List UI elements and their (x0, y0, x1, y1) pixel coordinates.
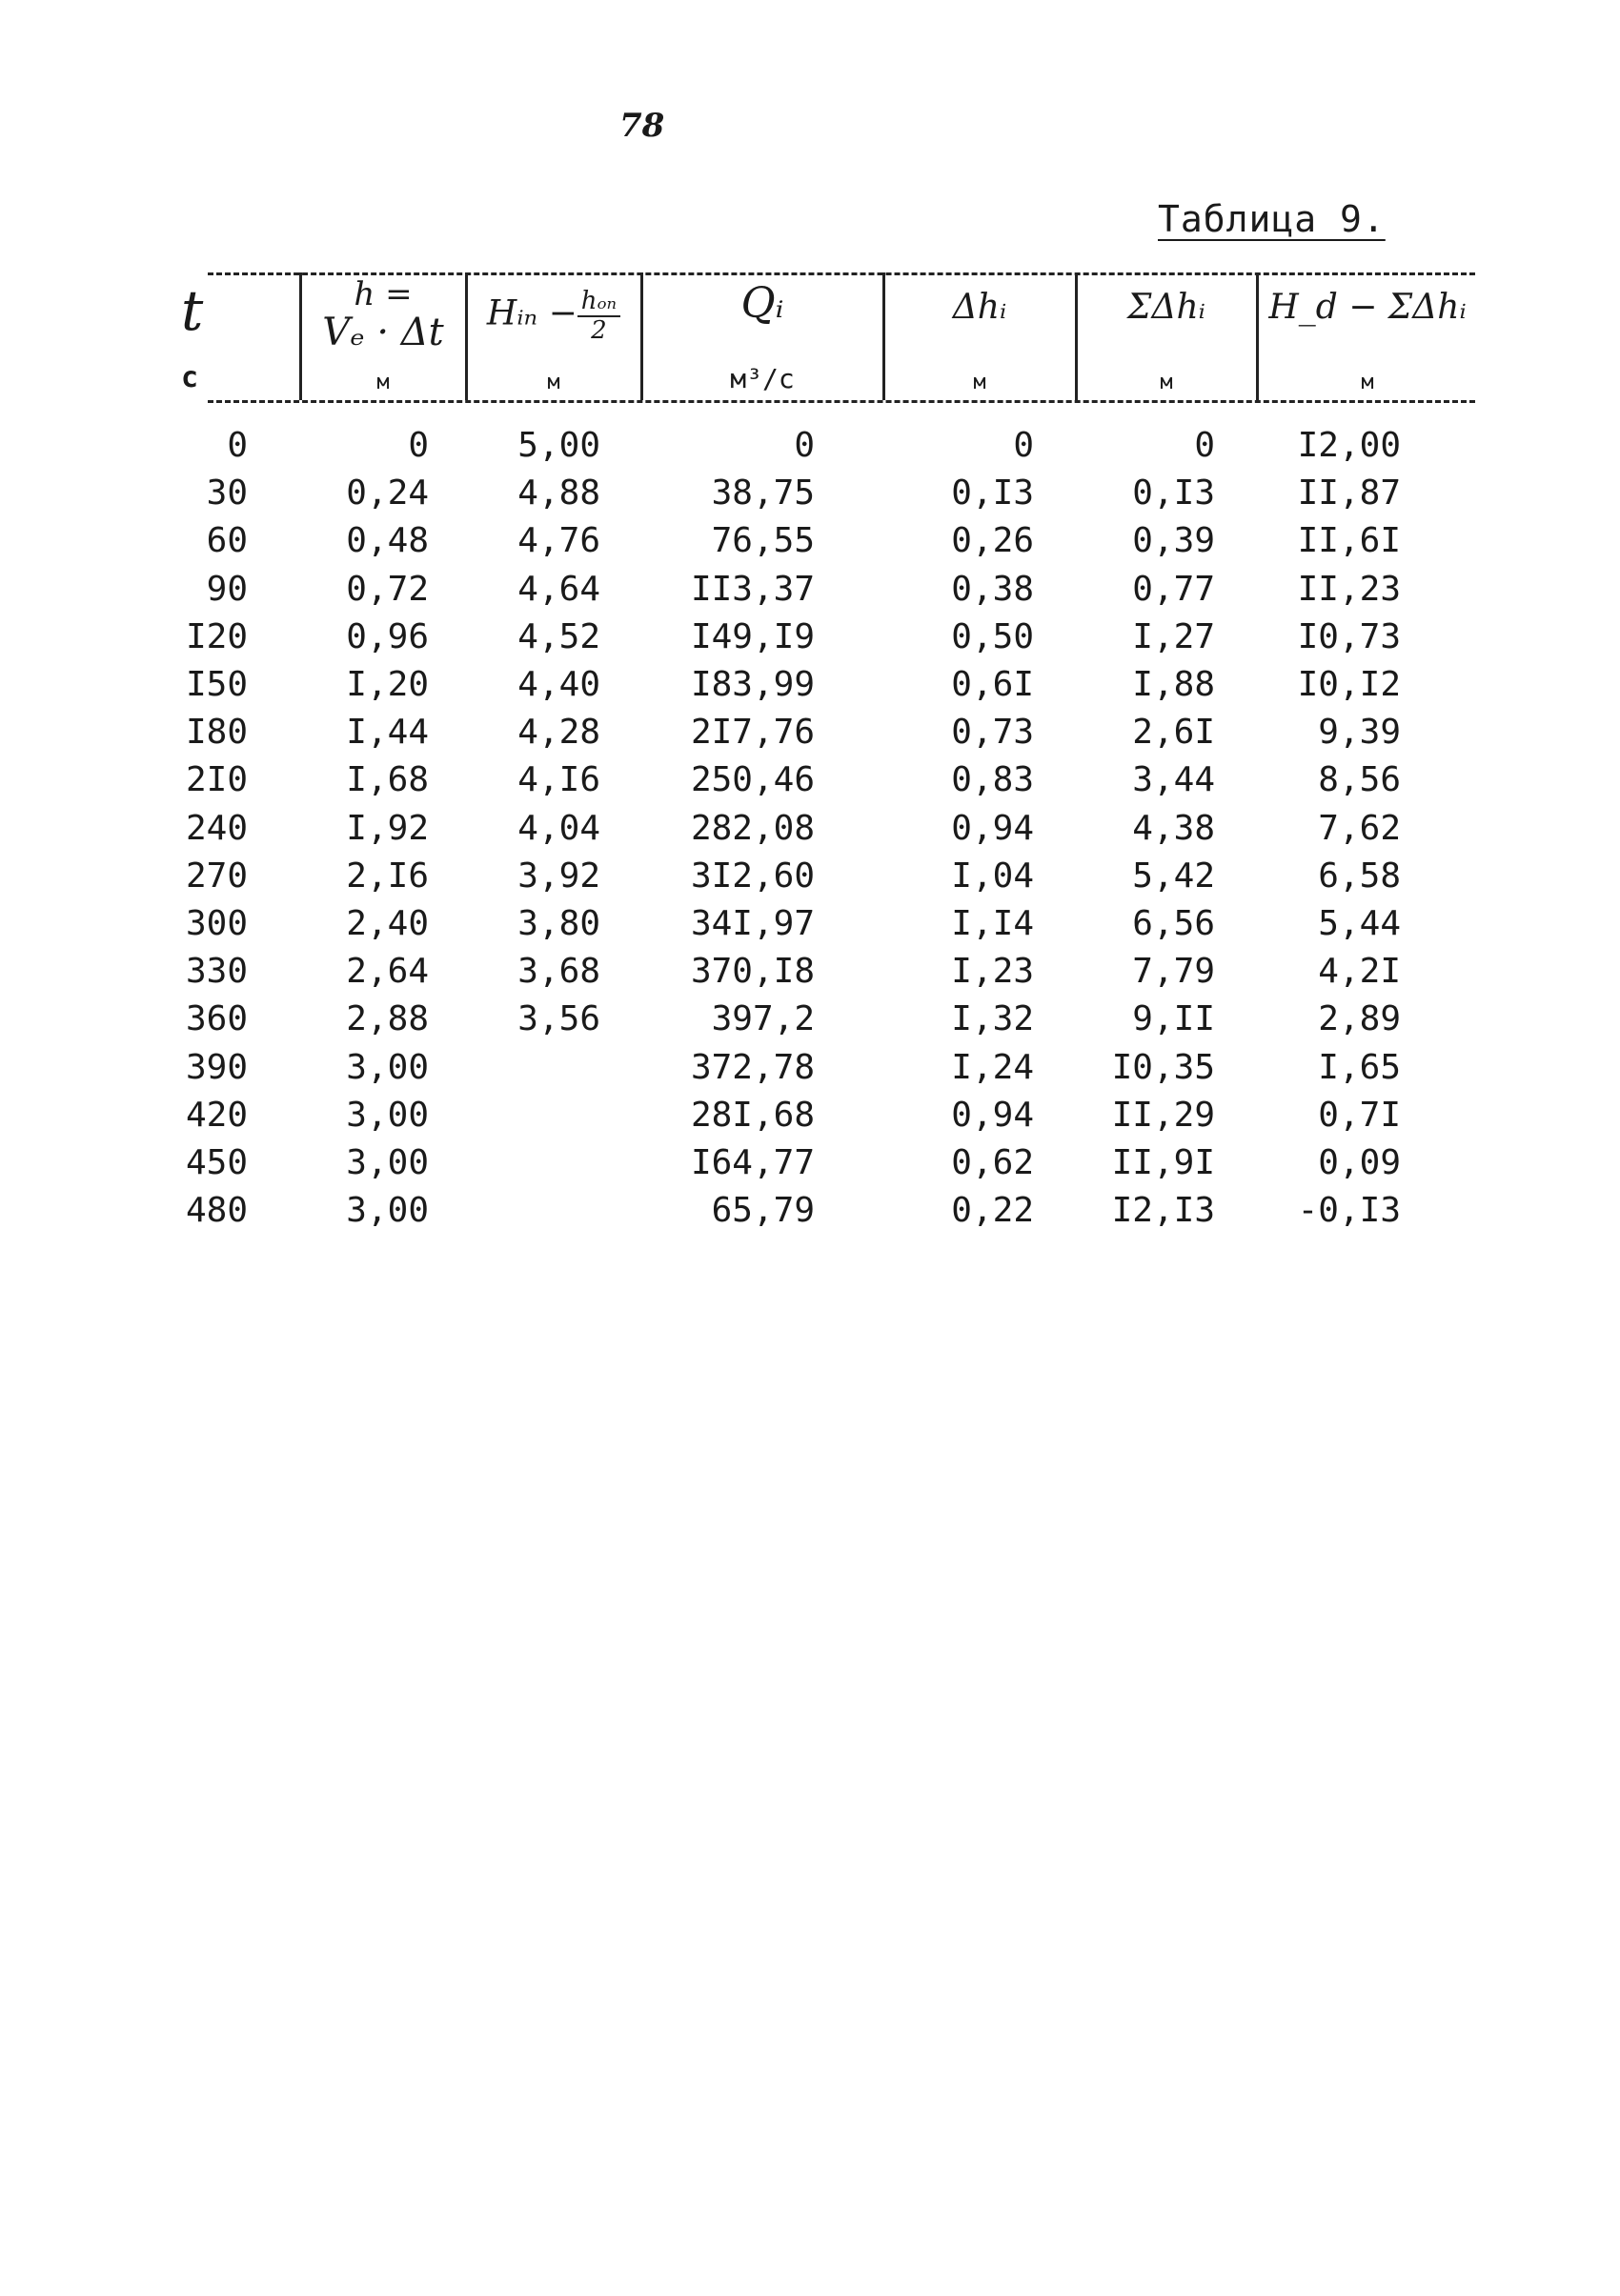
table-cell: 5,42 (1132, 856, 1215, 896)
table-cell: 7,62 (1318, 809, 1401, 848)
column-divider (1256, 272, 1259, 400)
table-cell: I0,I2 (1297, 665, 1401, 704)
table-cell: I80 (185, 713, 248, 752)
table-cell: 60 (206, 521, 248, 560)
fraction-denominator: 2 (591, 315, 607, 345)
table-cell: 0,94 (951, 809, 1034, 848)
table-cell: 370,I8 (690, 952, 815, 991)
header-symbol: Qᵢ (740, 279, 784, 328)
table-cell: 0 (794, 426, 815, 465)
table-cell: 4,38 (1132, 809, 1215, 848)
table-cell: I,I4 (951, 904, 1034, 943)
header-bottom-rule (208, 400, 1475, 403)
table-cell: 2,89 (1318, 999, 1401, 1038)
header-symbol: t (181, 278, 204, 343)
header-cell-dh (886, 276, 1073, 398)
table-cell: I83,99 (690, 665, 815, 704)
table-cell: 0 (1194, 426, 1215, 465)
table-cell: 0,09 (1318, 1143, 1401, 1182)
header-fraction (577, 288, 620, 344)
table-row (0, 996, 1620, 1043)
table-cell: I,68 (346, 760, 429, 799)
table-cell: 34I,97 (690, 904, 815, 943)
table-cell: 0 (227, 426, 248, 465)
column-divider (640, 272, 643, 400)
table-cell: 0,39 (1132, 521, 1215, 560)
table-cell: I,65 (1318, 1048, 1401, 1087)
table-cell: 0,26 (951, 521, 1034, 560)
table-cell: 30 (206, 473, 248, 513)
table-cell: I,44 (346, 713, 429, 752)
table-row (0, 948, 1620, 996)
table-row (0, 1139, 1620, 1187)
table-cell: I2,00 (1297, 426, 1401, 465)
table-cell: 76,55 (711, 521, 815, 560)
table-cell: 0 (1013, 426, 1034, 465)
table-row (0, 1187, 1620, 1235)
header-cell-q (644, 276, 881, 398)
table-cell: I20 (185, 617, 248, 656)
table-cell: I49,I9 (690, 617, 815, 656)
table-cell: 0,7I (1318, 1096, 1401, 1135)
table-cell: 0,62 (951, 1143, 1034, 1182)
table-cell: 9,39 (1318, 713, 1401, 752)
table-caption (1158, 198, 1386, 240)
table-cell: 7,79 (1132, 952, 1215, 991)
table-cell: I,04 (951, 856, 1034, 896)
header-cell-sum-dh (1079, 276, 1254, 398)
table-cell: 2,I6 (346, 856, 429, 896)
header-symbol: H_d − ΣΔhᵢ (1268, 288, 1467, 327)
table-row (0, 1092, 1620, 1139)
header-cell-h (303, 276, 463, 398)
table-cell: 3,56 (517, 999, 600, 1038)
column-divider (299, 272, 302, 400)
table-cell: 390 (185, 1048, 248, 1087)
header-symbol: Vₑ · Δt (322, 310, 444, 354)
table-cell: 3,00 (346, 1048, 429, 1087)
table-cell: 3,00 (346, 1191, 429, 1230)
table-cell: 4,04 (517, 809, 600, 848)
table-cell: 2I7,76 (690, 713, 815, 752)
table-cell: 250,46 (690, 760, 815, 799)
table-cell: 450 (185, 1143, 248, 1182)
table-cell: 90 (206, 570, 248, 609)
table-cell: 3,44 (1132, 760, 1215, 799)
table-row (0, 517, 1620, 565)
table-cell: 3,92 (517, 856, 600, 896)
table-cell: I,88 (1132, 665, 1215, 704)
table-cell: 270 (185, 856, 248, 896)
table-cell: 0,77 (1132, 570, 1215, 609)
table-cell: 0,73 (951, 713, 1034, 752)
table-cell: 240 (185, 809, 248, 848)
table-cell: 2,88 (346, 999, 429, 1038)
table-cell: II,6I (1297, 521, 1401, 560)
table-cell: II,9I (1111, 1143, 1215, 1182)
header-symbol: h = (354, 275, 413, 313)
table-cell: 0,50 (951, 617, 1034, 656)
table-cell: 6,58 (1318, 856, 1401, 896)
table-cell: 4,40 (517, 665, 600, 704)
table-cell: 8,56 (1318, 760, 1401, 799)
table-cell: 0,72 (346, 570, 429, 609)
table-cell: I50 (185, 665, 248, 704)
table-cell: 0,24 (346, 473, 429, 513)
table-row (0, 661, 1620, 709)
table-cell: 0,83 (951, 760, 1034, 799)
table-cell: 3,00 (346, 1143, 429, 1182)
table-cell: 4,2I (1318, 952, 1401, 991)
table-cell: I,32 (951, 999, 1034, 1038)
column-divider (882, 272, 885, 400)
table-cell: 0,38 (951, 570, 1034, 609)
table-cell: 282,08 (690, 809, 815, 848)
header-symbol: Hᵢₙ − (486, 293, 577, 333)
table-cell: 4,76 (517, 521, 600, 560)
table-row (0, 709, 1620, 756)
header-symbol: ΣΔhᵢ (1127, 288, 1205, 327)
table-cell: II,29 (1111, 1096, 1215, 1135)
header-unit: м (1361, 371, 1374, 394)
table-row (0, 470, 1620, 517)
table-cell: -0,I3 (1297, 1191, 1401, 1230)
table-cell: 2I0 (185, 760, 248, 799)
table-cell: I,27 (1132, 617, 1215, 656)
table-cell: 0 (408, 426, 429, 465)
table-cell: 0,48 (346, 521, 429, 560)
table-cell: I0,35 (1111, 1048, 1215, 1087)
header-symbol-group (469, 288, 638, 344)
table-cell: II,23 (1297, 570, 1401, 609)
table-cell: 3I2,60 (690, 856, 815, 896)
table-cell: 4,I6 (517, 760, 600, 799)
table-cell: 0,I3 (951, 473, 1034, 513)
table-cell: 360 (185, 999, 248, 1038)
table-row (0, 614, 1620, 661)
table-cell: 4,52 (517, 617, 600, 656)
table-row (0, 853, 1620, 900)
table-cell: 4,88 (517, 473, 600, 513)
table-row (0, 422, 1620, 470)
table-cell: I,20 (346, 665, 429, 704)
header-unit: м (376, 371, 390, 394)
table-cell: I2,I3 (1111, 1191, 1215, 1230)
table-cell: 9,II (1132, 999, 1215, 1038)
table-cell: I,23 (951, 952, 1034, 991)
table-row (0, 900, 1620, 948)
column-divider (465, 272, 468, 400)
header-unit: м (547, 371, 560, 394)
table-cell: 5,00 (517, 426, 600, 465)
table-cell: 0,94 (951, 1096, 1034, 1135)
table-cell: 0,I3 (1132, 473, 1215, 513)
table-cell: II3,37 (690, 570, 815, 609)
table-cell: 28I,68 (690, 1096, 815, 1135)
table-caption-text: Таблица 9. (1158, 198, 1386, 240)
header-symbol: Δhᵢ (952, 288, 1007, 327)
column-divider (1075, 272, 1078, 400)
table-cell: 5,44 (1318, 904, 1401, 943)
table-row (0, 756, 1620, 804)
table-cell: 38,75 (711, 473, 815, 513)
header-unit: м³/с (730, 363, 795, 394)
table-cell: 300 (185, 904, 248, 943)
header-cell-hd (1260, 276, 1475, 398)
table-cell: 3,68 (517, 952, 600, 991)
header-cell-hin (469, 276, 638, 398)
table-cell: 0,22 (951, 1191, 1034, 1230)
table-cell: 3,00 (346, 1096, 429, 1135)
page-number: 78 (619, 107, 665, 145)
table-cell: 6,56 (1132, 904, 1215, 943)
table-cell: 2,64 (346, 952, 429, 991)
table-cell: 3,80 (517, 904, 600, 943)
table-cell: 420 (185, 1096, 248, 1135)
table-row (0, 566, 1620, 614)
table-cell: 2,6I (1132, 713, 1215, 752)
header-cell-t (181, 276, 276, 398)
table-cell: 4,64 (517, 570, 600, 609)
header-unit: м (973, 371, 986, 394)
table-cell: I0,73 (1297, 617, 1401, 656)
fraction-numerator: hₒₙ (577, 288, 620, 317)
table-cell: 0,96 (346, 617, 429, 656)
table-cell: II,87 (1297, 473, 1401, 513)
table-cell: 0,6I (951, 665, 1034, 704)
header-unit: с (181, 361, 199, 394)
table-cell: 4,28 (517, 713, 600, 752)
table-cell: 372,78 (690, 1048, 815, 1087)
table-row (0, 1044, 1620, 1092)
table-row (0, 805, 1620, 853)
table-cell: I64,77 (690, 1143, 815, 1182)
table-cell: 397,2 (711, 999, 815, 1038)
table-cell: 480 (185, 1191, 248, 1230)
table-cell: 330 (185, 952, 248, 991)
header-unit: м (1160, 371, 1173, 394)
table-cell: I,92 (346, 809, 429, 848)
table-cell: 65,79 (711, 1191, 815, 1230)
table-cell: 2,40 (346, 904, 429, 943)
table-cell: I,24 (951, 1048, 1034, 1087)
